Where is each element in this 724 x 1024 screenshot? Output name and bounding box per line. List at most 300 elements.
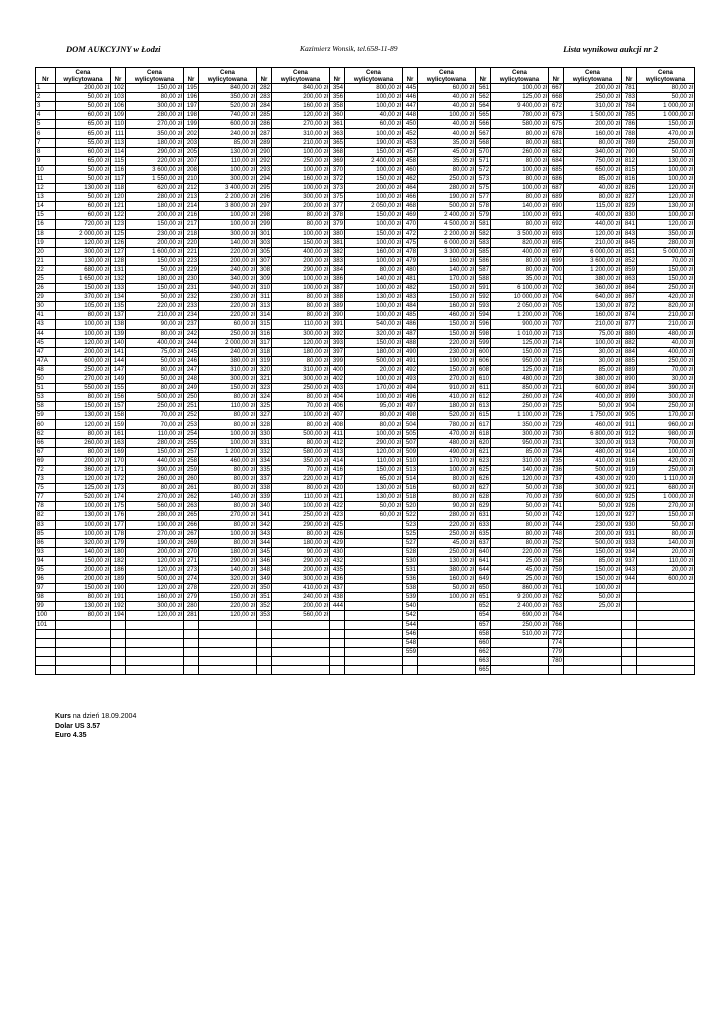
cell-lot-nr: 45 xyxy=(36,338,56,347)
cell-lot-nr: 118 xyxy=(111,184,126,193)
cell-price: 100,00 zł xyxy=(272,411,330,420)
cell-price: 280,00 zł xyxy=(126,193,184,202)
cell-price: 250,00 zł xyxy=(637,402,695,411)
cell-lot-nr: 538 xyxy=(403,584,418,593)
cell-lot-nr: 133 xyxy=(111,284,126,293)
cell-lot-nr: 270 xyxy=(184,547,199,556)
cell-price: 270,00 zł xyxy=(637,502,695,511)
cell-lot-nr: 169 xyxy=(111,447,126,456)
col-header-cena: Cena wylicytowana xyxy=(491,68,549,84)
cell-price xyxy=(199,666,257,675)
cell-lot-nr: 943 xyxy=(622,565,637,574)
cell-lot-nr: 944 xyxy=(622,575,637,584)
cell-price: 190,00 zł xyxy=(418,356,476,365)
cell-lot-nr: 94 xyxy=(36,556,56,565)
cell-lot-nr: 435 xyxy=(330,565,345,574)
cell-lot-nr: 404 xyxy=(330,393,345,402)
table-row xyxy=(36,220,695,229)
table-row xyxy=(36,120,695,129)
table-row xyxy=(36,256,695,265)
cell-price: 100,00 zł xyxy=(56,529,111,538)
cell-price: 50,00 zł xyxy=(564,593,622,602)
cell-price: 220,00 zł xyxy=(491,547,549,556)
cell-price: 50,00 zł xyxy=(564,502,622,511)
cell-lot-nr: 21 xyxy=(36,256,56,265)
cell-lot-nr: 10 xyxy=(36,165,56,174)
cell-lot-nr: 208 xyxy=(184,165,199,174)
cell-price: 130,00 zł xyxy=(418,556,476,565)
cell-price xyxy=(345,647,403,656)
cell-price xyxy=(637,611,695,620)
cell-price: 100,00 zł xyxy=(345,93,403,102)
cell-price: 80,00 zł xyxy=(199,484,257,493)
cell-price: 120,00 zł xyxy=(126,565,184,574)
cell-lot-nr: 408 xyxy=(330,420,345,429)
cell-price: 100,00 zł xyxy=(272,284,330,293)
cell-lot-nr: 50 xyxy=(36,375,56,384)
cell-price xyxy=(564,647,622,656)
cell-lot-nr: 192 xyxy=(111,602,126,611)
cell-price xyxy=(345,620,403,629)
cell-price: 1 010,00 zł xyxy=(491,329,549,338)
cell-lot-nr: 170 xyxy=(111,456,126,465)
cell-lot-nr: 628 xyxy=(476,493,491,502)
cell-price: 220,00 zł xyxy=(199,247,257,256)
cell-price: 100,00 zł xyxy=(199,429,257,438)
cell-lot-nr xyxy=(330,666,345,675)
cell-price: 100,00 zł xyxy=(345,302,403,311)
cell-lot-nr: 761 xyxy=(549,584,564,593)
cell-lot-nr: 573 xyxy=(476,174,491,183)
cell-price xyxy=(199,620,257,629)
cell-lot-nr: 391 xyxy=(330,320,345,329)
cell-price: 130,00 zł xyxy=(56,184,111,193)
cell-lot-nr: 882 xyxy=(622,338,637,347)
cell-lot-nr: 417 xyxy=(330,475,345,484)
col-header-nr: Nr xyxy=(184,68,199,84)
cell-price: 130,00 zł xyxy=(56,602,111,611)
cell-price: 340,00 zł xyxy=(199,274,257,283)
cell-price: 360,00 zł xyxy=(564,284,622,293)
cell-lot-nr: 490 xyxy=(403,347,418,356)
cell-price: 80,00 zł xyxy=(56,611,111,620)
cell-price: 260,00 zł xyxy=(56,438,111,447)
cell-price: 690,00 zł xyxy=(491,611,549,620)
cell-lot-nr: 706 xyxy=(549,311,564,320)
rate-date: na dzień 18.09.2004 xyxy=(70,713,137,720)
cell-lot-nr: 925 xyxy=(622,493,637,502)
cell-lot-nr: 425 xyxy=(330,520,345,529)
cell-price: 80,00 zł xyxy=(126,329,184,338)
cell-lot-nr: 783 xyxy=(622,93,637,102)
cell-lot-nr: 623 xyxy=(476,456,491,465)
cell-lot-nr: 93 xyxy=(36,547,56,556)
cell-lot-nr xyxy=(36,638,56,647)
cell-lot-nr: 591 xyxy=(476,284,491,293)
cell-lot-nr: 400 xyxy=(330,365,345,374)
cell-lot-nr: 257 xyxy=(184,447,199,456)
cell-lot-nr: 483 xyxy=(403,293,418,302)
cell-price: 70,00 zł xyxy=(637,256,695,265)
cell-lot-nr xyxy=(622,611,637,620)
cell-price: 85,00 zł xyxy=(564,174,622,183)
cell-lot-nr: 249 xyxy=(184,384,199,393)
cell-lot-nr: 413 xyxy=(330,447,345,456)
col-header-cena: Cena wylicytowana xyxy=(126,68,184,84)
cell-lot-nr: 509 xyxy=(403,447,418,456)
cell-price: 120,00 zł xyxy=(126,611,184,620)
cell-lot-nr: 313 xyxy=(257,302,272,311)
cell-price: 80,00 zł xyxy=(564,138,622,147)
cell-price: 100,00 zł xyxy=(345,284,403,293)
cell-lot-nr: 199 xyxy=(184,120,199,129)
cell-lot-nr xyxy=(330,620,345,629)
cell-lot-nr: 334 xyxy=(257,456,272,465)
cell-price: 850,00 zł xyxy=(491,384,549,393)
cell-lot-nr: 18 xyxy=(36,229,56,238)
cell-lot-nr: 812 xyxy=(622,156,637,165)
cell-lot-nr: 390 xyxy=(330,311,345,320)
cell-price: 35,00 zł xyxy=(418,156,476,165)
cell-price: 230,00 zł xyxy=(564,520,622,529)
table-row xyxy=(36,638,695,647)
table-row xyxy=(36,429,695,438)
table-row xyxy=(36,193,695,202)
cell-price: 100,00 zł xyxy=(345,429,403,438)
cell-lot-nr xyxy=(257,656,272,665)
cell-price: 80,00 zł xyxy=(491,538,549,547)
cell-price: 80,00 zł xyxy=(199,475,257,484)
cell-lot-nr: 175 xyxy=(111,502,126,511)
cell-price: 80,00 zł xyxy=(564,193,622,202)
cell-lot-nr: 16 xyxy=(36,220,56,229)
cell-lot-nr: 292 xyxy=(257,156,272,165)
cell-lot-nr: 352 xyxy=(257,602,272,611)
cell-price: 9 200,00 zł xyxy=(491,593,549,602)
cell-price: 90,00 zł xyxy=(272,547,330,556)
exchange-rates xyxy=(55,712,136,741)
cell-price: 65,00 zł xyxy=(56,129,111,138)
cell-lot-nr: 432 xyxy=(330,556,345,565)
cell-lot-nr: 539 xyxy=(403,593,418,602)
table-row xyxy=(36,138,695,147)
cell-price: 2 400,00 zł xyxy=(491,602,549,611)
cell-price: 300,00 zł xyxy=(56,247,111,256)
cell-price: 90,00 zł xyxy=(126,320,184,329)
cell-lot-nr: 102 xyxy=(111,84,126,93)
cell-price: 150,00 zł xyxy=(637,120,695,129)
cell-price xyxy=(345,520,403,529)
cell-lot-nr: 159 xyxy=(111,420,126,429)
table-row xyxy=(36,247,695,256)
cell-lot-nr: 254 xyxy=(184,429,199,438)
cell-lot-nr: 12 xyxy=(36,184,56,193)
cell-price: 50,00 zł xyxy=(491,511,549,520)
cell-price: 140,00 zł xyxy=(491,465,549,474)
cell-lot-nr: 9 xyxy=(36,156,56,165)
cell-price: 85,00 zł xyxy=(564,365,622,374)
cell-price: 250,00 zł xyxy=(491,402,549,411)
cell-lot-nr: 565 xyxy=(476,111,491,120)
cell-price: 9 400,00 zł xyxy=(491,102,549,111)
cell-price: 780,00 zł xyxy=(491,111,549,120)
cell-price: 210,00 zł xyxy=(564,238,622,247)
cell-price: 80,00 zł xyxy=(272,220,330,229)
cell-price: 100,00 zł xyxy=(56,329,111,338)
col-header-nr: Nr xyxy=(330,68,345,84)
table-row xyxy=(36,311,695,320)
cell-lot-nr: 426 xyxy=(330,529,345,538)
cell-price: 160,00 zł xyxy=(126,593,184,602)
cell-price: 100,00 zł xyxy=(272,147,330,156)
table-row xyxy=(36,411,695,420)
cell-price: 160,00 zł xyxy=(418,302,476,311)
cell-lot-nr: 174 xyxy=(111,493,126,502)
cell-price: 150,00 zł xyxy=(126,284,184,293)
cell-lot-nr: 779 xyxy=(549,647,564,656)
cell-lot-nr xyxy=(330,656,345,665)
cell-price: 110,00 zł xyxy=(199,402,257,411)
col-header-nr: Nr xyxy=(622,68,637,84)
cell-price: 290,00 zł xyxy=(272,520,330,529)
cell-lot-nr: 566 xyxy=(476,120,491,129)
cell-lot-nr: 704 xyxy=(549,293,564,302)
cell-lot-nr xyxy=(111,638,126,647)
cell-price: 80,00 zł xyxy=(199,411,257,420)
cell-price: 60,00 zł xyxy=(345,511,403,520)
cell-lot-nr: 284 xyxy=(257,102,272,111)
cell-price: 100,00 zł xyxy=(345,311,403,320)
cell-price: 270,00 zł xyxy=(418,375,476,384)
cell-price: 110,00 zł xyxy=(126,429,184,438)
cell-price xyxy=(418,656,476,665)
cell-price xyxy=(418,602,476,611)
col-header-cena: Cena wylicytowana xyxy=(564,68,622,84)
table-row xyxy=(36,393,695,402)
cell-lot-nr: 113 xyxy=(111,138,126,147)
col-header-nr: Nr xyxy=(476,68,491,84)
cell-lot-nr: 266 xyxy=(184,520,199,529)
col-header-nr: Nr xyxy=(111,68,126,84)
cell-price xyxy=(637,656,695,665)
cell-price: 320,00 zł xyxy=(345,329,403,338)
cell-lot-nr: 912 xyxy=(622,429,637,438)
cell-lot-nr: 470 xyxy=(403,220,418,229)
cell-price: 6 800,00 zł xyxy=(564,429,622,438)
cell-price xyxy=(272,638,330,647)
cell-lot-nr: 697 xyxy=(549,247,564,256)
cell-price xyxy=(637,666,695,675)
cell-lot-nr: 109 xyxy=(111,111,126,120)
cell-price: 350,00 zł xyxy=(491,420,549,429)
cell-lot-nr: 596 xyxy=(476,320,491,329)
table-row xyxy=(36,229,695,238)
cell-price xyxy=(345,565,403,574)
cell-price: 300,00 zł xyxy=(272,375,330,384)
cell-lot-nr: 652 xyxy=(476,602,491,611)
cell-price: 80,00 zł xyxy=(491,174,549,183)
cell-lot-nr: 97 xyxy=(36,584,56,593)
cell-lot-nr: 132 xyxy=(111,274,126,283)
cell-price: 180,00 zł xyxy=(345,347,403,356)
cell-lot-nr xyxy=(403,666,418,675)
cell-lot-nr: 5 xyxy=(36,120,56,129)
cell-price: 500,00 zł xyxy=(564,538,622,547)
cell-lot-nr: 744 xyxy=(549,520,564,529)
table-row xyxy=(36,147,695,156)
cell-lot-nr: 221 xyxy=(184,247,199,256)
cell-lot-nr: 172 xyxy=(111,475,126,484)
cell-price: 120,00 zł xyxy=(564,229,622,238)
cell-lot-nr: 252 xyxy=(184,411,199,420)
cell-lot-nr xyxy=(36,656,56,665)
cell-price: 250,00 zł xyxy=(564,93,622,102)
cell-lot-nr: 762 xyxy=(549,593,564,602)
cell-lot-nr: 542 xyxy=(403,611,418,620)
cell-price: 130,00 zł xyxy=(637,202,695,211)
cell-price: 800,00 zł xyxy=(345,84,403,93)
cell-price: 620,00 zł xyxy=(126,184,184,193)
cell-lot-nr: 368 xyxy=(330,147,345,156)
cell-price: 150,00 zł xyxy=(564,575,622,584)
cell-lot-nr: 280 xyxy=(184,602,199,611)
cell-price: 350,00 zł xyxy=(199,93,257,102)
cell-price: 50,00 zł xyxy=(418,584,476,593)
cell-price: 840,00 zł xyxy=(272,84,330,93)
cell-lot-nr: 351 xyxy=(257,593,272,602)
cell-price: 100,00 zł xyxy=(418,593,476,602)
cell-lot-nr: 253 xyxy=(184,420,199,429)
cell-price: 50,00 zł xyxy=(126,356,184,365)
cell-price: 410,00 zł xyxy=(418,393,476,402)
cell-price: 100,00 zł xyxy=(345,393,403,402)
cell-price: 40,00 zł xyxy=(637,338,695,347)
cell-lot-nr: 772 xyxy=(549,629,564,638)
cell-lot-nr: 913 xyxy=(622,438,637,447)
cell-price: 270,00 zł xyxy=(56,375,111,384)
cell-price: 190,00 zł xyxy=(345,138,403,147)
cell-lot-nr: 586 xyxy=(476,256,491,265)
cell-lot-nr: 116 xyxy=(111,165,126,174)
cell-lot-nr: 520 xyxy=(403,502,418,511)
cell-lot-nr: 245 xyxy=(184,347,199,356)
table-row xyxy=(36,438,695,447)
cell-price: 70,00 zł xyxy=(272,402,330,411)
cell-lot-nr: 13 xyxy=(36,193,56,202)
cell-lot-nr: 654 xyxy=(476,611,491,620)
cell-lot-nr: 437 xyxy=(330,584,345,593)
cell-lot-nr: 444 xyxy=(330,602,345,611)
cell-price: 250,00 zł xyxy=(272,511,330,520)
cell-lot-nr: 293 xyxy=(257,165,272,174)
cell-lot-nr: 406 xyxy=(330,402,345,411)
cell-lot-nr: 110 xyxy=(111,120,126,129)
cell-lot-nr: 662 xyxy=(476,647,491,656)
col-header-cena: Cena wylicytowana xyxy=(199,68,257,84)
cell-price: 80,00 zł xyxy=(272,529,330,538)
cell-lot-nr: 933 xyxy=(622,538,637,547)
cell-price: 520,00 zł xyxy=(56,493,111,502)
cell-price: 100,00 zł xyxy=(272,502,330,511)
cell-lot-nr: 851 xyxy=(622,247,637,256)
cell-price: 150,00 zł xyxy=(126,447,184,456)
cell-lot-nr: 321 xyxy=(257,375,272,384)
cell-price xyxy=(345,629,403,638)
cell-lot-nr: 361 xyxy=(330,120,345,129)
cell-price: 310,00 zł xyxy=(199,365,257,374)
cell-price: 150,00 zł xyxy=(126,84,184,93)
cell-lot-nr: 220 xyxy=(184,238,199,247)
results-table xyxy=(35,67,695,675)
cell-lot-nr: 260 xyxy=(184,475,199,484)
cell-price: 700,00 zł xyxy=(637,438,695,447)
cell-lot-nr: 826 xyxy=(622,184,637,193)
cell-price: 480,00 zł xyxy=(418,438,476,447)
cell-price: 840,00 zł xyxy=(199,84,257,93)
cell-lot-nr: 544 xyxy=(403,620,418,629)
cell-lot-nr: 271 xyxy=(184,556,199,565)
cell-price: 180,00 zł xyxy=(199,547,257,556)
auction-house-title: DOM AUKCYJNY w Łodzi xyxy=(66,44,161,54)
cell-lot-nr: 931 xyxy=(622,529,637,538)
cell-lot-nr: 282 xyxy=(257,84,272,93)
cell-price: 1 200,00 zł xyxy=(564,265,622,274)
cell-lot-nr: 880 xyxy=(622,329,637,338)
cell-price: 110,00 zł xyxy=(637,556,695,565)
cell-lot-nr: 317 xyxy=(257,338,272,347)
cell-lot-nr: 578 xyxy=(476,202,491,211)
table-row xyxy=(36,365,695,374)
cell-price: 80,00 zł xyxy=(272,420,330,429)
cell-lot-nr: 370 xyxy=(330,165,345,174)
cell-price: 80,00 zł xyxy=(272,393,330,402)
cell-price: 250,00 zł xyxy=(637,284,695,293)
cell-price: 50,00 zł xyxy=(637,93,695,102)
cell-lot-nr: 570 xyxy=(476,147,491,156)
cell-price: 480,00 zł xyxy=(637,329,695,338)
cell-lot-nr: 77 xyxy=(36,493,56,502)
cell-price: 150,00 zł xyxy=(637,265,695,274)
cell-lot-nr: 4 xyxy=(36,111,56,120)
cell-lot-nr: 186 xyxy=(111,565,126,574)
cell-price: 50,00 zł xyxy=(56,165,111,174)
cell-price: 680,00 zł xyxy=(56,265,111,274)
cell-price: 960,00 zł xyxy=(637,420,695,429)
cell-lot-nr: 278 xyxy=(184,584,199,593)
cell-lot-nr: 735 xyxy=(549,456,564,465)
cell-lot-nr: 667 xyxy=(549,84,564,93)
cell-lot-nr: 407 xyxy=(330,411,345,420)
cell-lot-nr: 216 xyxy=(184,211,199,220)
cell-lot-nr: 78 xyxy=(36,502,56,511)
cell-lot-nr: 173 xyxy=(111,484,126,493)
cell-lot-nr: 60 xyxy=(36,420,56,429)
cell-price: 100,00 zł xyxy=(418,111,476,120)
cell-lot-nr: 177 xyxy=(111,520,126,529)
cell-lot-nr: 51 xyxy=(36,384,56,393)
cell-lot-nr: 141 xyxy=(111,347,126,356)
table-row xyxy=(36,338,695,347)
cell-lot-nr: 196 xyxy=(184,93,199,102)
cell-lot-nr: 41 xyxy=(36,311,56,320)
cell-price: 80,00 zł xyxy=(199,465,257,474)
cell-price: 300,00 zł xyxy=(491,429,549,438)
cell-lot-nr: 248 xyxy=(184,375,199,384)
cell-price xyxy=(637,638,695,647)
cell-lot-nr: 522 xyxy=(403,511,418,520)
cell-lot-nr: 14 xyxy=(36,202,56,211)
cell-price xyxy=(272,666,330,675)
